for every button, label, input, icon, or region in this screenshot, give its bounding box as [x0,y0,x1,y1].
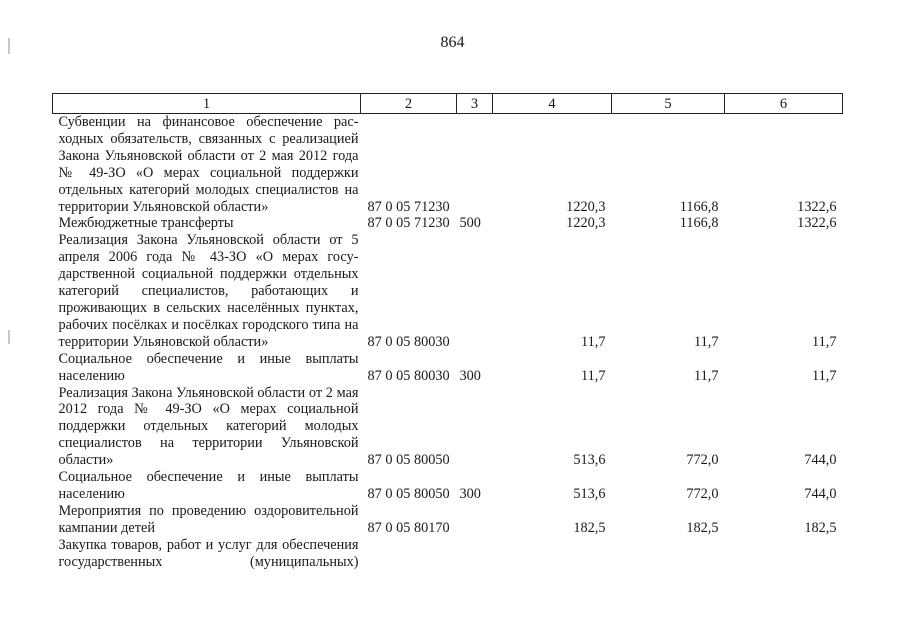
row-type: 300 [459,485,481,502]
table-row [53,385,843,470]
row-value-4: 182,5 [573,519,606,536]
row-code: 87 0 05 80050 [367,485,450,502]
row-code: 87 0 05 80030 [367,333,450,350]
row-value-6: 744,0 [804,485,837,502]
row-value-5 [612,537,725,571]
row-value-4: 11,7 [581,367,606,384]
table-row [53,503,843,537]
header-col-6: 6 [725,94,843,114]
row-value-5: 1166,8 [679,215,719,232]
header-row [53,94,843,114]
row-type [457,537,493,571]
row-value-4: 513,6 [573,485,606,502]
row-type [457,114,493,216]
header-col-5: 5 [612,94,725,114]
table-row [53,215,843,232]
header-col-2: 2 [361,94,457,114]
row-name: Реализация Закона Ульяновской области от 2 мая 2012 года № 49-ЗО «О мерах социальной поддержки отдельных категорий молодых специалистов на территории Ульяновской области» [58,384,359,469]
row-type: 300 [459,367,481,384]
table-header [53,94,843,114]
row-value-6 [725,537,843,571]
row-code [361,537,457,571]
row-name: Социальное обеспечение и иные выплаты населению [58,469,359,502]
header-col-1: 1 [53,94,361,114]
scan-mark [8,38,10,54]
row-type: 500 [459,215,481,232]
row-code: 87 0 05 80050 [367,452,450,469]
row-value-5: 772,0 [686,452,719,469]
budget-table [52,93,843,570]
row-value-4: 513,6 [573,452,606,469]
header-col-3: 3 [457,94,493,114]
row-type [457,232,493,350]
row-value-6: 1322,6 [797,215,837,232]
row-type [457,503,493,537]
row-value-5: 182,5 [686,519,719,536]
row-name: Мероприятия по проведению оздоровительной кампании детей [58,502,359,536]
row-value-5: 11,7 [694,333,719,350]
row-value-5: 11,7 [694,367,719,384]
row-code: 87 0 05 80170 [367,519,450,536]
table-row [53,232,843,350]
row-value-4: 1220,3 [566,215,606,232]
table-row [53,469,843,503]
row-value-5: 1166,8 [679,198,719,215]
row-value-6: 744,0 [804,452,837,469]
budget-table-container [52,93,842,570]
table-body [53,114,843,571]
row-name: Субвенции на финансовое обеспечение расходных обязательств, связанных с реализацией Закона Ульяновской области от 2 мая 2012 года № 49-ЗО «О мерах социальной поддержки отдельных категорий молодых специалистов на территории Ульяновской области» [58,114,359,215]
row-code: 87 0 05 71230 [367,198,450,215]
scan-mark [8,330,10,344]
row-value-6: 11,7 [812,367,837,384]
row-name: Реализация Закона Ульяновской области от 5 апреля 2006 года № 43-ЗО «О мерах государственной социальной поддержки отдельных категорий специалистов, работающих и проживающих в сельских населённых пунктах, рабочих посёлках и посёлках городского типа на территории Ульяновской области» [58,232,359,350]
row-code: 87 0 05 80030 [367,367,450,384]
row-value-6: 182,5 [804,519,837,536]
header-col-4: 4 [493,94,612,114]
row-type [457,385,493,470]
row-value-6: 1322,6 [797,198,837,215]
row-value-4: 1220,3 [566,198,606,215]
row-value-4 [493,537,612,571]
row-code: 87 0 05 71230 [367,215,450,232]
row-name: Социальное обеспечение и иные выплаты населению [58,350,359,384]
table-row [53,351,843,385]
row-value-5: 772,0 [686,485,719,502]
row-name: Межбюджетные трансферты [58,215,234,232]
row-name: Закупка товаров, работ и услуг для обеспечения государственных (муниципальных) [58,536,359,570]
page-number: 864 [440,34,465,51]
row-value-6: 11,7 [812,333,837,350]
table-row [53,537,843,571]
table-row [53,114,843,216]
row-value-4: 11,7 [581,333,606,350]
